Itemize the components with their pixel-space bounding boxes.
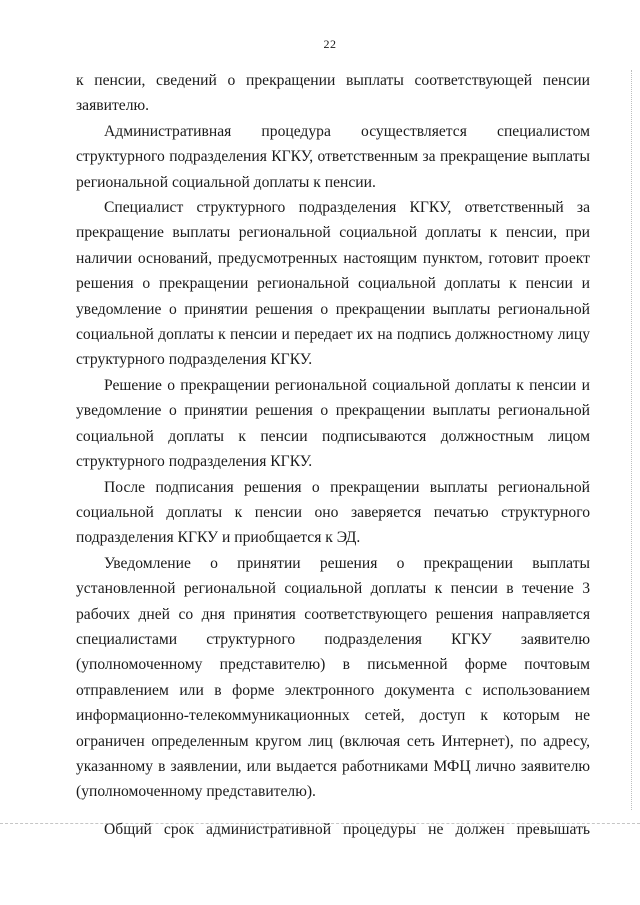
paragraph-notification-sent: Уведомление о принятии решения о прекращении выплаты установленной региональной социальной доплаты к пенсии в течение 3 рабочих дней со дня принятия соответствующего решения направляется специалистами структурного подразделения КГКУ заявителю (уполномоченному представителю) в письменной форме почтовым отправлением или в форме электронного документа с использованием информационно-телекоммуникационных сетей, доступ к которым не ограничен определенным кругом лиц (включая сеть Интернет), по адресу, указанному в заявлении, или выдается работниками МФЦ лично заявителю (уполномоченному представителю).	[76, 554, 590, 801]
paragraph-continuation: к пенсии, сведений о прекращении выплаты соответствующей пенсии заявителю.	[76, 72, 590, 115]
paragraph-procedure-executor: Административная процедура осуществляется специалистом структурного подразделения КГКУ, ответственным за прекращение выплаты региональной социальной доплаты к пенсии.	[76, 122, 590, 191]
page-number: 22	[323, 37, 337, 51]
scan-edge-line	[631, 70, 632, 810]
paragraph-total-duration: Общий срок административной процедуры не должен превышать	[104, 821, 590, 838]
document-body	[76, 68, 590, 805]
paragraph-stamp-and-attach: После подписания решения о прекращении выплаты региональной социальной доплаты к пенсии оно заверяется печатью структурного подразделения КГКУ и приобщается к ЭД.	[76, 478, 590, 547]
paragraph-decision-signed: Решение о прекращении региональной социальной доплаты к пенсии и уведомление о принятии решения о прекращении выплаты региональной социальной доплаты к пенсии подписываются должностным лицом структурного подразделения КГКУ.	[76, 376, 590, 471]
paragraph-specialist-prepares: Специалист структурного подразделения КГКУ, ответственный за прекращение выплаты региональной социальной доплаты к пенсии, при наличии оснований, предусмотренных настоящим пунктом, готовит проект решения о прекращении региональной социальной доплаты к пенсии и уведомление о принятии решения о прекращении выплаты региональной социальной доплаты к пенсии и передает их на подпись должностному лицу структурного подразделения КГКУ.	[76, 199, 590, 369]
